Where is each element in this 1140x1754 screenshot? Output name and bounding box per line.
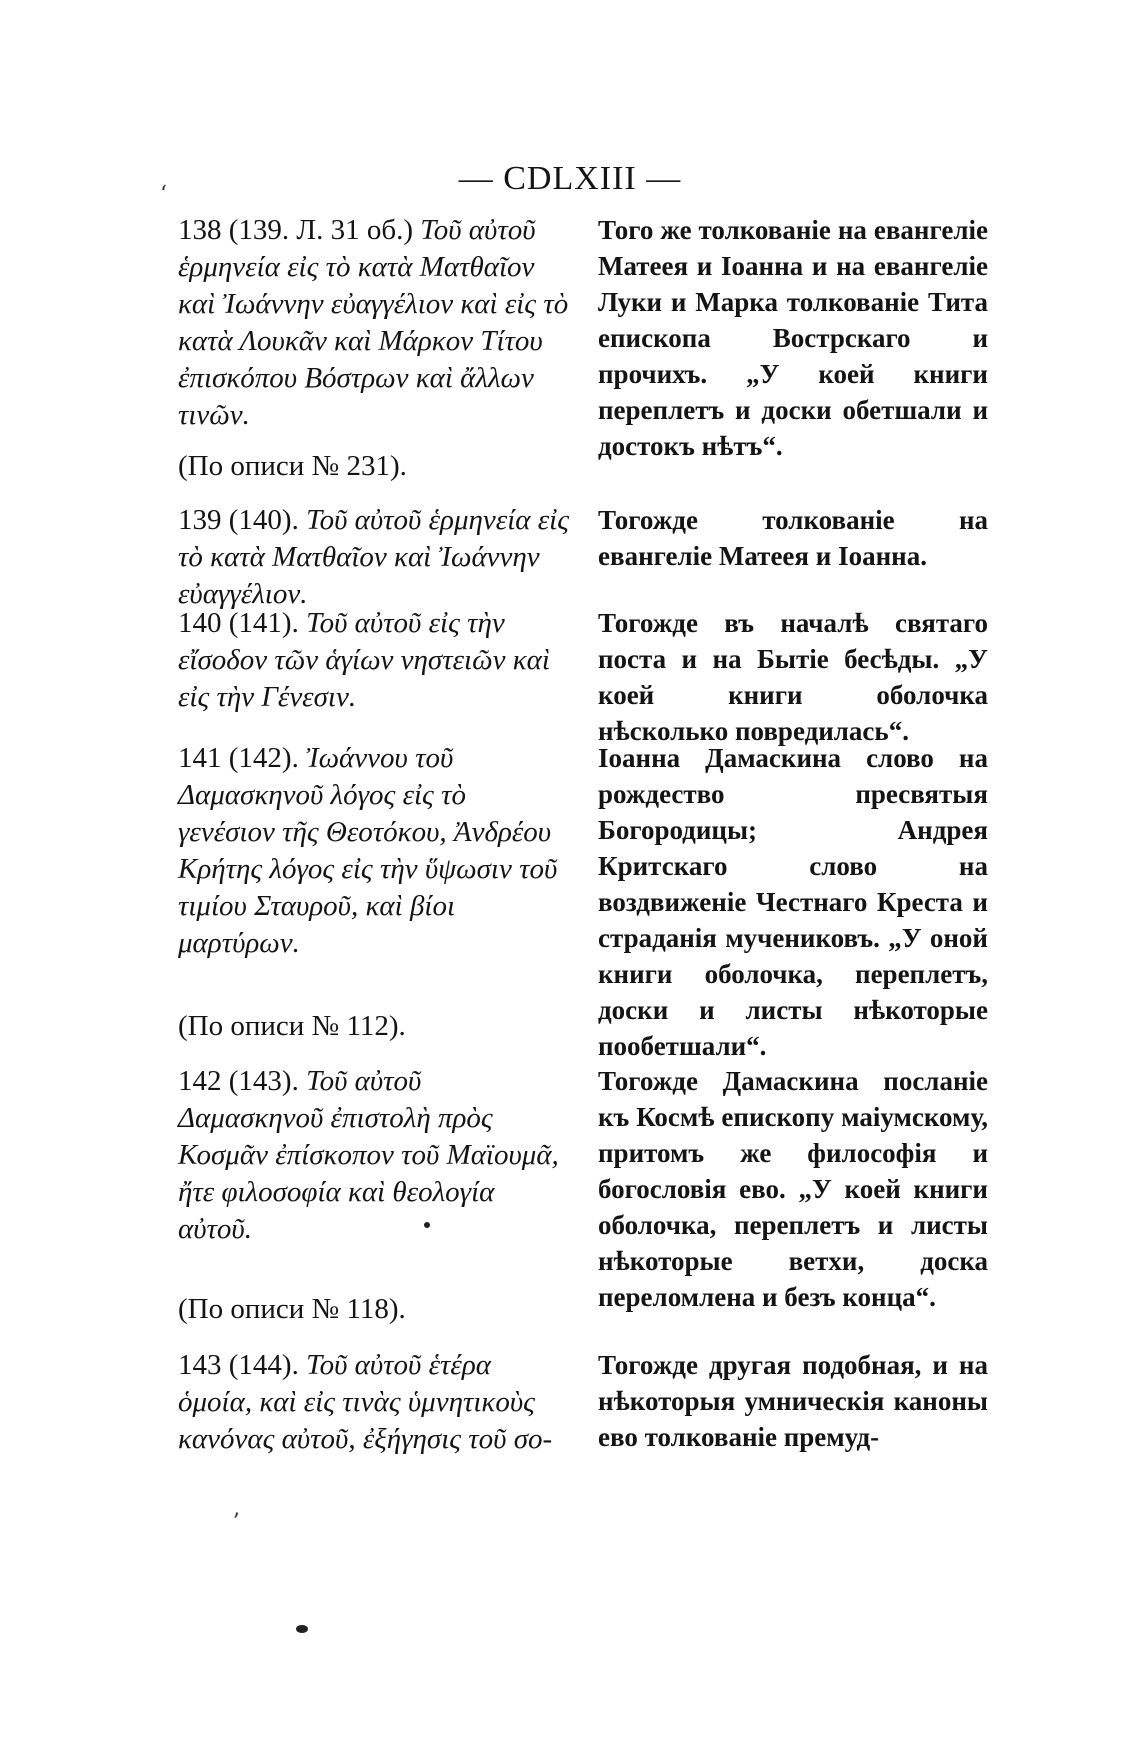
entry-number: 143 (144). <box>178 1349 299 1381</box>
entry-143-russian: Тогожде другая подобная, и на нѣкоторыя умническія каноны ево толкованіе премуд- <box>598 1350 988 1452</box>
greek-title: Τοῦ αὐτοῦ ἑρμηνεία εἰς τὸ κατὰ Ματθαῖον καὶ Ἰωάννην εὐαγγέλιον καὶ εἰς τὸ κατὰ Λουκᾶν καὶ Μάρκον Τίτου ἐπισκόπου Βόστρων καὶ ἄλλων τινῶν. <box>178 214 569 431</box>
greek-title: Τοῦ αὐτοῦ ἑρμηνεία εἰς τὸ κατὰ Ματθαῖον καὶ Ἰωάννην εὐαγγέλιον. <box>178 504 569 610</box>
print-mark: ʻ <box>160 182 167 207</box>
entry-number: 140 (141). <box>178 607 299 639</box>
entry-number: 138 (139. Л. 31 об.) <box>178 214 413 246</box>
ink-speck <box>424 1222 430 1228</box>
greek-title: Τοῦ αὐτοῦ εἰς τὴν εἴσοδον τῶν ἁγίων νηστειῶν καὶ εἰς τὴν Γένεσιν. <box>178 607 550 713</box>
greek-title: Τοῦ αὐτοῦ Δαμασκηνοῦ ἐπιστολὴ πρὸς Κοσμᾶν ἐπίσκοπον τοῦ Μαϊουμᾶ, ἤτε φιλοσοφία καὶ θεολογία αὐτοῦ. <box>178 1065 559 1245</box>
greek-title: Τοῦ αὐτοῦ ἑτέρα ὁμοία, καὶ εἰς τινὰς ὑμνητικοὺς κανόνας αὐτοῦ, ἐξήγησις τοῦ σο- <box>178 1349 553 1455</box>
inventory-reference: (По описи № 112). <box>178 1010 406 1042</box>
entry-138-russian: Того же толкованіе на евангеліе Матеея и Іоанна и на евангеліе Луки и Марка толкованіе Тита епископа Вострскаго и прочихъ. „У коей книги переплетъ и доски обетшали и достокъ нѣтъ“. <box>598 215 988 461</box>
entry-139-greek <box>178 502 570 613</box>
greek-title: Ἰωάννου τοῦ Δαμασκηνοῦ λόγος εἰς τὸ γενέσιον τῆς Θεοτόκου, Ἀνδρέου Κρήτης λόγος εἰς τὴν ὕψωσιν τοῦ τιμίου Σταυροῦ, καὶ βίοι μαρτύρων. <box>178 742 558 959</box>
entry-140-russian: Тогожде въ началѣ святаго поста и на Бытіе бесѣды. „У коей книги оболочка нѣсколько повредилась“. <box>598 608 988 746</box>
ink-speck <box>296 1625 308 1633</box>
entry-number: 139 (140). <box>178 504 299 536</box>
entry-138-greek <box>178 212 570 434</box>
entry-number: 141 (142). <box>178 742 299 774</box>
entry-143-greek <box>178 1347 570 1458</box>
entry-141-russian: Іоанна Дамаскина слово на рождество пресвятыя Богородицы; Андрея Критскаго слово на воздвиженіе Честнаго Креста и страданія мучениковъ. „У оной книги оболочка, переплетъ, доски и листы нѣкоторые пообетшали“. <box>598 743 988 1061</box>
inventory-reference: (По описи № 118). <box>178 1293 406 1325</box>
entry-141-greek <box>178 740 570 962</box>
entry-140-greek <box>178 605 570 716</box>
inventory-reference: (По описи № 231). <box>178 450 407 482</box>
entry-142-greek <box>178 1063 570 1248</box>
entry-139-russian: Тогожде толкованіе на евангеліе Матеея и Іоанна. <box>598 505 988 571</box>
page-number-header: — CDLXIII — <box>458 160 682 197</box>
print-mark: ʼ <box>232 1510 239 1535</box>
entry-number: 142 (143). <box>178 1065 299 1097</box>
entry-142-russian: Тогожде Дамаскина посланіе къ Космѣ епископу маіумскому, притомъ же философія и богословія ево. „У коей книги оболочка, переплетъ и листы нѣкоторые ветхи, доска переломлена и безъ конца“. <box>598 1066 988 1312</box>
